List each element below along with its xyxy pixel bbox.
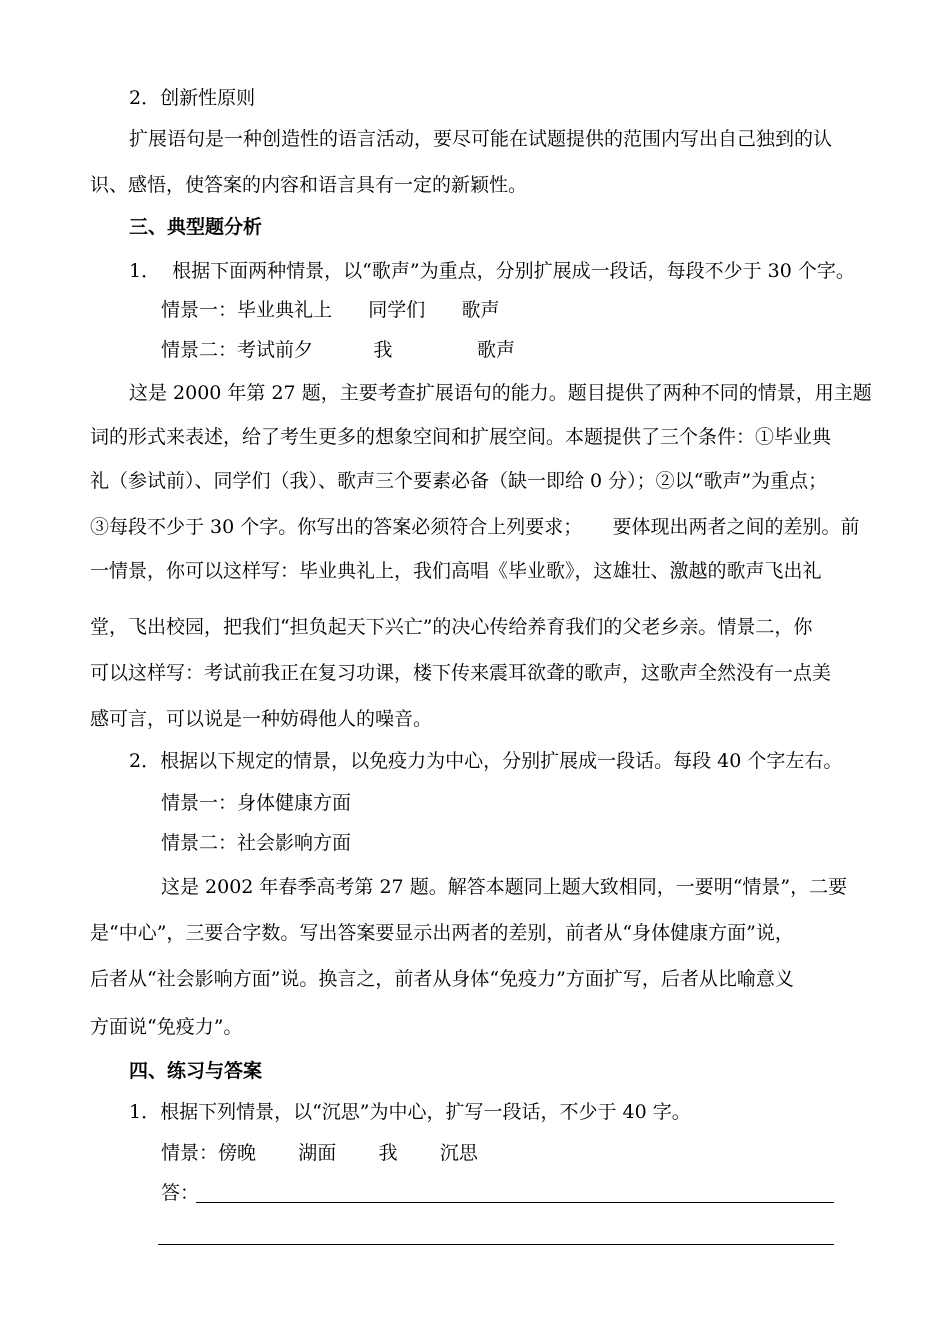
analysis-line: 词的形式来表述，给了考生更多的想象空间和扩展空间。本题提供了三个条件：①毕业典 — [90, 426, 832, 448]
q2-scene-2: 情景二：社会影响方面 — [161, 832, 352, 854]
practice-scene: 情景：傍晚 湖面 我 沉思 — [161, 1142, 478, 1164]
analysis-line: 堂，飞出校园，把我们“担负起天下兴亡”的决心传给养育我们的父老乡亲。情景二，你 — [90, 616, 813, 638]
answer-line[interactable] — [158, 1244, 834, 1245]
scene-2: 情景二：考试前夕 我 歌声 — [161, 339, 515, 361]
section-2-heading: 2．创新性原则 — [129, 87, 256, 109]
analysis-line: 后者从“社会影响方面”说。换言之，前者从身体“免疫力”方面扩写，后者从比喻意义 — [90, 968, 794, 990]
practice-question-1: 1．根据下列情景，以“沉思”为中心，扩写一段话，不少于 40 字。 — [129, 1101, 691, 1123]
analysis-line: 方面说“免疫力”。 — [90, 1016, 243, 1038]
scene-1: 情景一：毕业典礼上 同学们 歌声 — [161, 299, 500, 321]
section-4-title: 四、练习与答案 — [129, 1060, 263, 1082]
q2-scene-1: 情景一：身体健康方面 — [161, 792, 352, 814]
section-3-title: 三、典型题分析 — [129, 216, 263, 238]
analysis-line: 一情景，你可以这样写：毕业典礼上，我们高唱《毕业歌》，这雄壮、激越的歌声飞出礼 — [90, 560, 822, 582]
paragraph-line: 扩展语句是一种创造性的语言活动，要尽可能在试题提供的范围内写出自己独到的认 — [129, 128, 833, 150]
analysis-line: 这是 2002 年春季高考第 27 题。解答本题同上题大致相同，一要明“情景”，二要 — [161, 876, 848, 898]
analysis-line: 是“中心”，三要合字数。写出答案要显示出两者的差别，前者从“身体健康方面”说， — [90, 922, 794, 944]
analysis-line: 这是 2000 年第 27 题，主要考查扩展语句的能力。题目提供了两种不同的情景，用主题 — [129, 382, 872, 404]
answer-label: 答： — [161, 1182, 200, 1204]
answer-line[interactable] — [196, 1202, 834, 1203]
analysis-line: 感可言，可以说是一种妨碍他人的噪音。 — [90, 708, 433, 730]
question-1: 1． 根据下面两种情景，以“歌声”为重点，分别扩展成一段话，每段不少于 30 个字。 — [129, 260, 855, 282]
analysis-line: 可以这样写：考试前我正在复习功课，楼下传来震耳欲聋的歌声，这歌声全然没有一点美 — [90, 662, 832, 684]
paragraph-line: 识、感悟，使答案的内容和语言具有一定的新颖性。 — [90, 174, 528, 196]
analysis-line: ③每段不少于 30 个字。你写出的答案必须符合上列要求； 要体现出两者之间的差别。前 — [90, 516, 860, 538]
question-2: 2．根据以下规定的情景，以免疫力为中心，分别扩展成一段话。每段 40 个字左右。 — [129, 750, 843, 772]
analysis-line: 礼（参试前）、同学们（我）、歌声三个要素必备（缺一即给 0 分）；②以“歌声”为重点； — [90, 470, 828, 492]
